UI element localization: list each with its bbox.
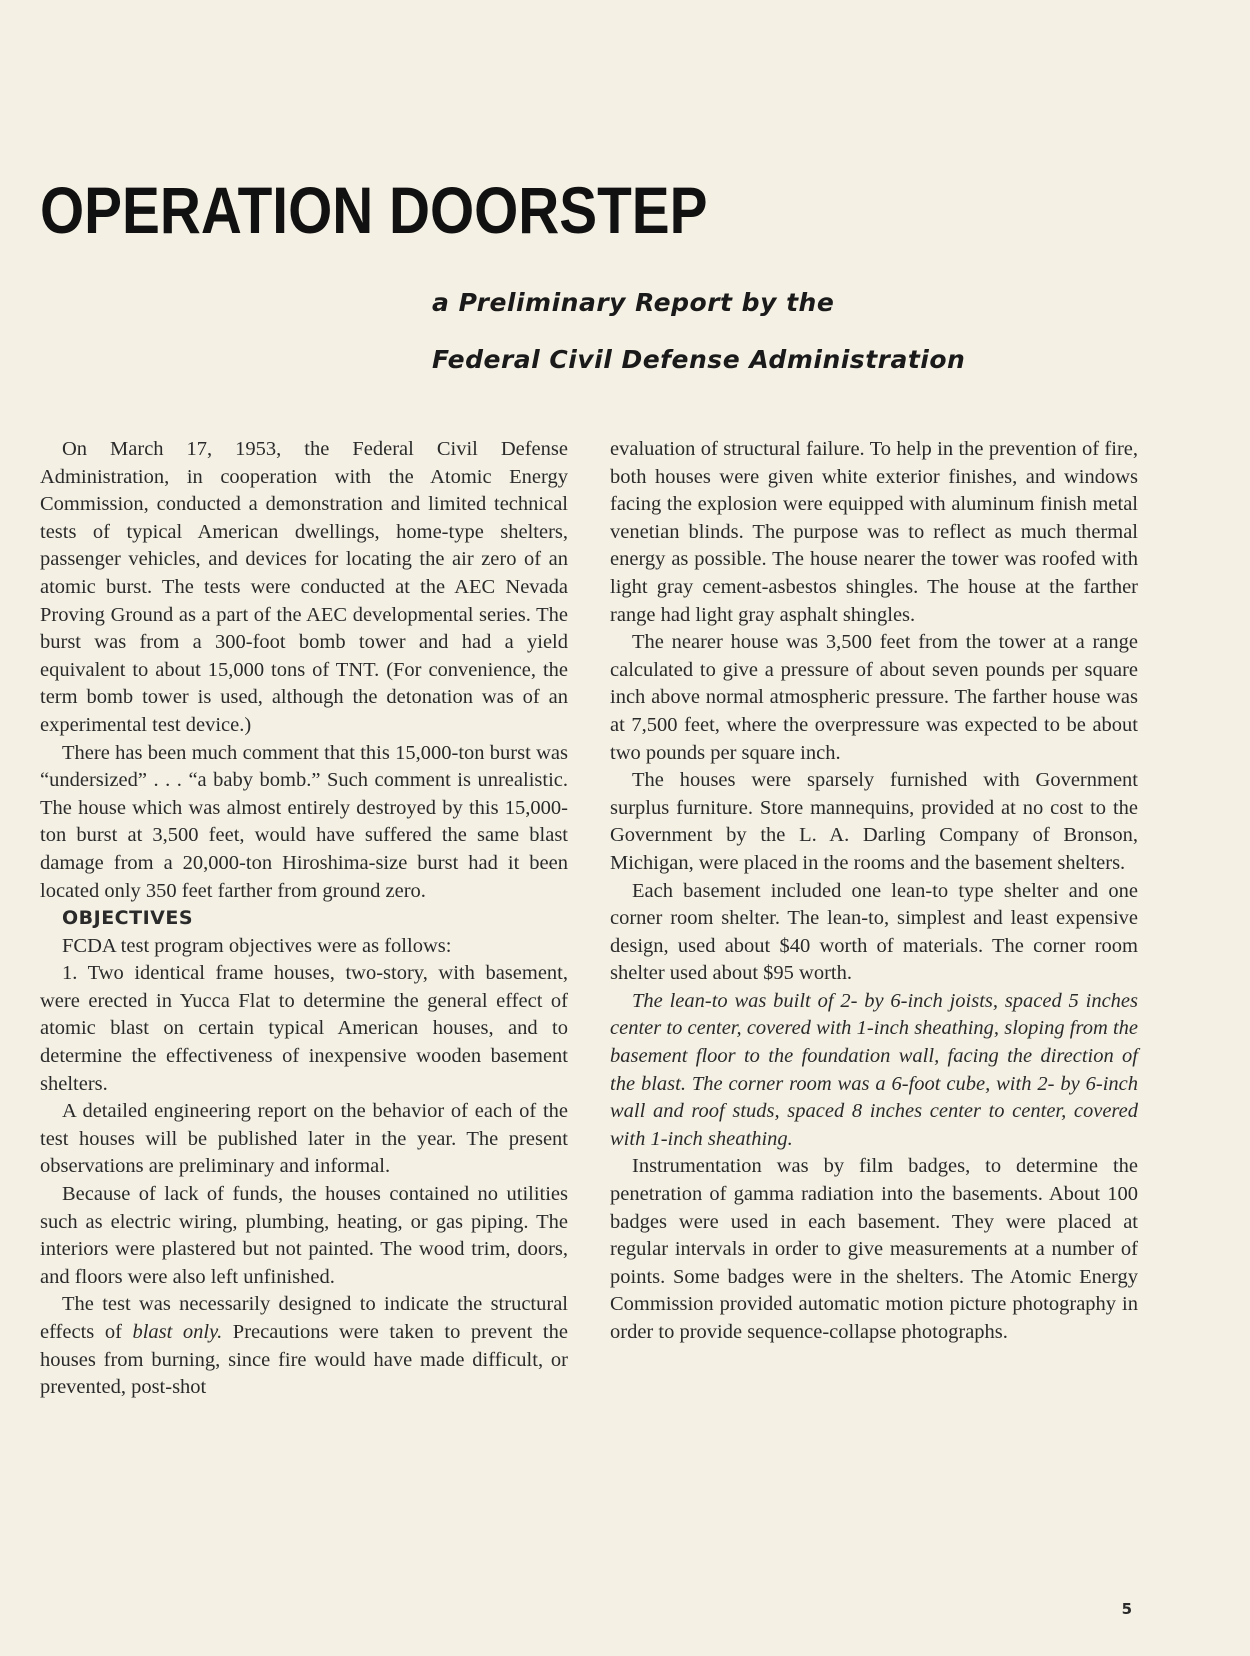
subtitle-line-2: Federal Civil Defense Administration (432, 345, 966, 374)
text-run: The test was necessarily designed to indicate the structural effects of (40, 1293, 568, 1343)
page-number: 5 (1121, 1600, 1132, 1618)
paragraph: Each basement included one lean-to type shelter and one corner room shelter. The lean-to, simplest and least expensive design, used about $40 worth of materials. The corner room shelter used about $95 worth. (610, 879, 1138, 985)
section-heading: OBJECTIVES (62, 907, 194, 930)
paragraph: The houses were sparsely furnished with Government surplus furniture. Store mannequins, provided at no cost to the Government by the L. A. Darling Company of Bronson, Michigan, were placed in the rooms and the basement shelters. (610, 769, 1138, 874)
left-column (40, 436, 568, 1402)
paragraph: There has been much comment that this 15,000-ton burst was “undersized” . . . “a baby bomb.” Such comment is unrealistic. The house which was almost entirely destroyed by this 15,000-ton burst at 3,500 feet, would have suffered the same blast damage from a 20,000-ton Hiroshima-size burst had it been located only 350 feet farther from ground zero. (40, 741, 568, 902)
paragraph (40, 1291, 568, 1401)
page-title: OPERATION DOORSTEP (40, 173, 708, 247)
paragraph: evaluation of structural failure. To help in the prevention of fire, both houses were given white exterior finishes, and windows facing the explosion were equipped with aluminum finish metal venetian blinds. The purpose was to reflect as much thermal energy as possible. The house nearer the tower was roofed with light gray cement-asbestos shingles. The house at the farther range had light gray asphalt shingles. (610, 438, 1138, 626)
right-column (610, 436, 1138, 1347)
paragraph: Because of lack of funds, the houses contained no utilities such as electric wiring, plumbing, heating, or gas piping. The interiors were plastered but not painted. The wood trim, doors, and floors were also left unfinished. (40, 1183, 568, 1288)
paragraph: The nearer house was 3,500 feet from the tower at a range calculated to give a pressure of about seven pounds per square inch above normal atmospheric pressure. The farther house was at 7,500 feet, where the overpressure was expected to be about two pounds per square inch. (610, 631, 1138, 764)
text-run: Precautions were taken to prevent the houses from burning, since fire would have made difficult, or prevented, post-shot (40, 1321, 568, 1399)
italic-paragraph: The lean-to was built of 2- by 6-inch joists, spaced 5 inches center to center, covered with 1-inch sheathing, sloping from the basement floor to the foundation wall, facing the direction of the blast. The corner room was a 6-foot cube, with 2- by 6-inch wall and roof studs, spaced 8 inches center to center, covered with 1-inch sheathing. (610, 989, 1138, 1150)
italic-text: blast only. (132, 1321, 223, 1343)
paragraph: Instrumentation was by film badges, to determine the penetration of gamma radiation into the basements. About 100 badges were used in each basement. They were placed at regular intervals in order to give measurements at a number of points. Some badges were in the shelters. The Atomic Energy Commission provided automatic motion picture photography in order to provide sequence-collapse photographs. (610, 1155, 1138, 1343)
paragraph: 1. Two identical frame houses, two-story, with basement, were erected in Yucca Flat to determine the general effect of atomic blast on certain typical American houses, and to determine the effectiveness of inexpensive wooden basement shelters. (40, 962, 568, 1095)
subtitle-line-1: a Preliminary Report by the (432, 288, 835, 317)
paragraph: FCDA test program objectives were as follows: (62, 934, 452, 957)
paragraph: A detailed engineering report on the behavior of each of the test houses will be published later in the year. The present observations are preliminary and informal. (40, 1100, 568, 1178)
paragraph: On March 17, 1953, the Federal Civil Defense Administration, in cooperation with the Atomic Energy Commission, conducted a demonstration and limited technical tests of typical American dwellings, home-type shelters, passenger vehicles, and devices for locating the air zero of an atomic burst. The tests were conducted at the AEC Nevada Proving Ground as a part of the AEC developmental series. The burst was from a 300-foot bomb tower and had a yield equivalent to about 15,000 tons of TNT. (For convenience, the term bomb tower is used, although the detonation was of an experimental test device.) (40, 438, 568, 736)
